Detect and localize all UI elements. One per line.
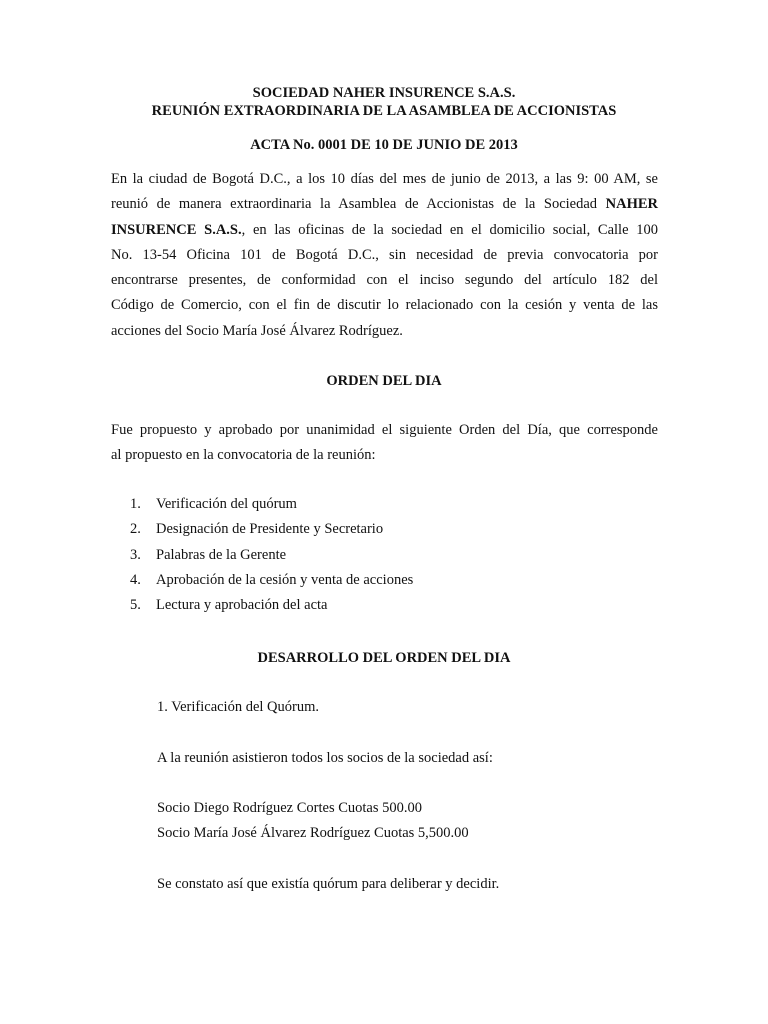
company-title: SOCIEDAD NAHER INSURENCE S.A.S.	[252, 85, 516, 101]
orden-heading: ORDEN DEL DIA	[326, 373, 442, 389]
intro-paragraph	[111, 167, 658, 344]
list-item: 4. Aprobación de la cesión y venta de acciones	[130, 571, 414, 588]
desarrollo-item-1: 1. Verificación del Quórum.	[157, 699, 320, 715]
list-item: 5. Lectura y aprobación del acta	[130, 597, 328, 614]
intro-line-2-text: reunió de manera extraordinaria la Asamblea de Accionistas de la Sociedad	[111, 196, 598, 213]
intro-line-3	[111, 218, 658, 243]
company-name-bold-1: NAHER	[605, 196, 659, 213]
quorum-conclusion: Se constato así que existía quórum para deliberar y decidir.	[157, 876, 500, 892]
intro-line-4: No. 13-54 Oficina 101 de Bogotá D.C., sin necesidad de previa convocatoria por	[111, 246, 658, 263]
intro-line-1: En la ciudad de Bogotá D.C., a los 10 días del mes de junio de 2013, a las 9: 00 AM, se	[111, 171, 658, 187]
list-item: 3. Palabras de la Gerente	[130, 546, 287, 563]
intro-line-3-text: , en las oficinas de la sociedad en el domicilio social, Calle 100	[241, 221, 658, 238]
intro-line-2	[111, 192, 658, 217]
acta-title: ACTA No. 0001 DE 10 DE JUNIO DE 2013	[250, 137, 518, 153]
desarrollo-heading: DESARROLLO DEL ORDEN DEL DIA	[257, 650, 511, 666]
socio-1: Socio Diego Rodríguez Cortes Cuotas 500.00	[157, 800, 423, 816]
company-name-bold-2: INSURENCE S.A.S.	[111, 221, 242, 238]
orden-list	[130, 492, 670, 618]
socio-2: Socio María José Álvarez Rodríguez Cuotas 5,500.00	[157, 825, 469, 841]
orden-paragraph	[111, 418, 658, 469]
list-item: 2. Designación de Presidente y Secretario	[130, 521, 384, 538]
orden-line-1: Fue propuesto y aprobado por unanimidad el siguiente Orden del Día, que corresponde	[111, 422, 658, 438]
intro-line-5: encontrarse presentes, de conformidad con el inciso segundo del artículo 182 del	[111, 272, 658, 289]
attendance-text: A la reunión asistieron todos los socios de la sociedad así:	[157, 750, 493, 766]
list-item: 1. Verificación del quórum	[130, 496, 297, 512]
intro-line-6: Código de Comercio, con el fin de discutir lo relacionado con la cesión y venta de las	[111, 297, 658, 314]
meeting-title: REUNIÓN EXTRAORDINARIA DE LA ASAMBLEA DE ACCIONISTAS	[151, 103, 617, 119]
intro-line-7: acciones del Socio María José Álvarez Rodríguez.	[111, 322, 403, 339]
orden-line-2: al propuesto en la convocatoria de la reunión:	[111, 447, 376, 464]
